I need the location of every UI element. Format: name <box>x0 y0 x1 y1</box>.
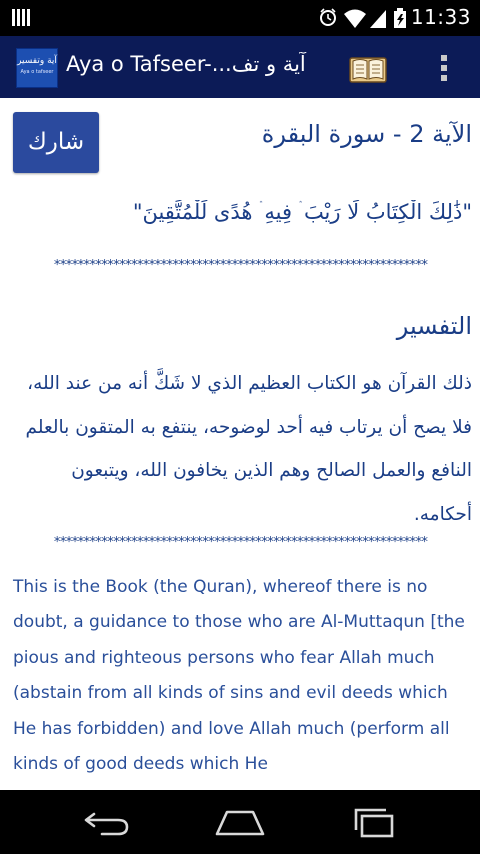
battery-icon <box>394 8 406 28</box>
status-time: 11:33 <box>410 5 471 29</box>
ayah-title: الآية 2 - سورة البقرة <box>261 120 472 148</box>
ayah-text: "ذَٰلِكَ الْكِتَابُ لَا رَيْبَ ۛ فِيهِ ۛ هُدًى لِّلْمُتَّقِينَ" <box>132 200 472 224</box>
tafseer-heading: التفسير <box>396 312 472 340</box>
signal-icon <box>370 10 386 28</box>
tafseer-text: ذلك القرآن هو الكتاب العظيم الذي لا شَكَّ أنه من عند الله، فلا يصح أن يرتاب فيه أحد لوضوحه، ينتفع به المتقون بالعلم النافع والعمل الصالح وهم الذين يخافون الله، ويتبعون أحكامه. <box>25 373 472 525</box>
separator: *************************************************************** <box>53 258 427 273</box>
home-icon[interactable] <box>213 804 267 840</box>
open-book-icon[interactable] <box>348 49 388 89</box>
back-icon[interactable] <box>80 804 134 840</box>
separator: *************************************************************** <box>53 535 427 550</box>
recent-apps-icon[interactable] <box>346 804 400 840</box>
alarm-icon <box>321 9 335 25</box>
app-logo <box>16 48 58 88</box>
app-logo-subtext: Aya o tafseer <box>20 69 54 75</box>
ayah-content <box>0 98 480 790</box>
navigation-bar <box>0 790 480 854</box>
status-icons <box>318 7 422 29</box>
notification-icon <box>12 9 32 26</box>
wifi-icon <box>344 10 366 29</box>
overflow-menu-icon[interactable] <box>432 48 456 88</box>
english-translation: This is the Book (the Quran), whereof there is no doubt, a guidance to those who are Al-Muttaqun [the pious and righteous persons who fear Allah much (abstain from all kinds of sins and evil deeds which He has forbidden) and love Allah much (perform all kinds of good deeds which He <box>13 577 465 775</box>
status-bar <box>0 0 480 36</box>
action-bar <box>0 36 480 98</box>
app-logo-text: آية وتفسير <box>17 56 57 66</box>
app-title: Aya o Tafseer-...آية و تف <box>66 52 306 76</box>
share-button[interactable]: شارك <box>13 112 99 173</box>
